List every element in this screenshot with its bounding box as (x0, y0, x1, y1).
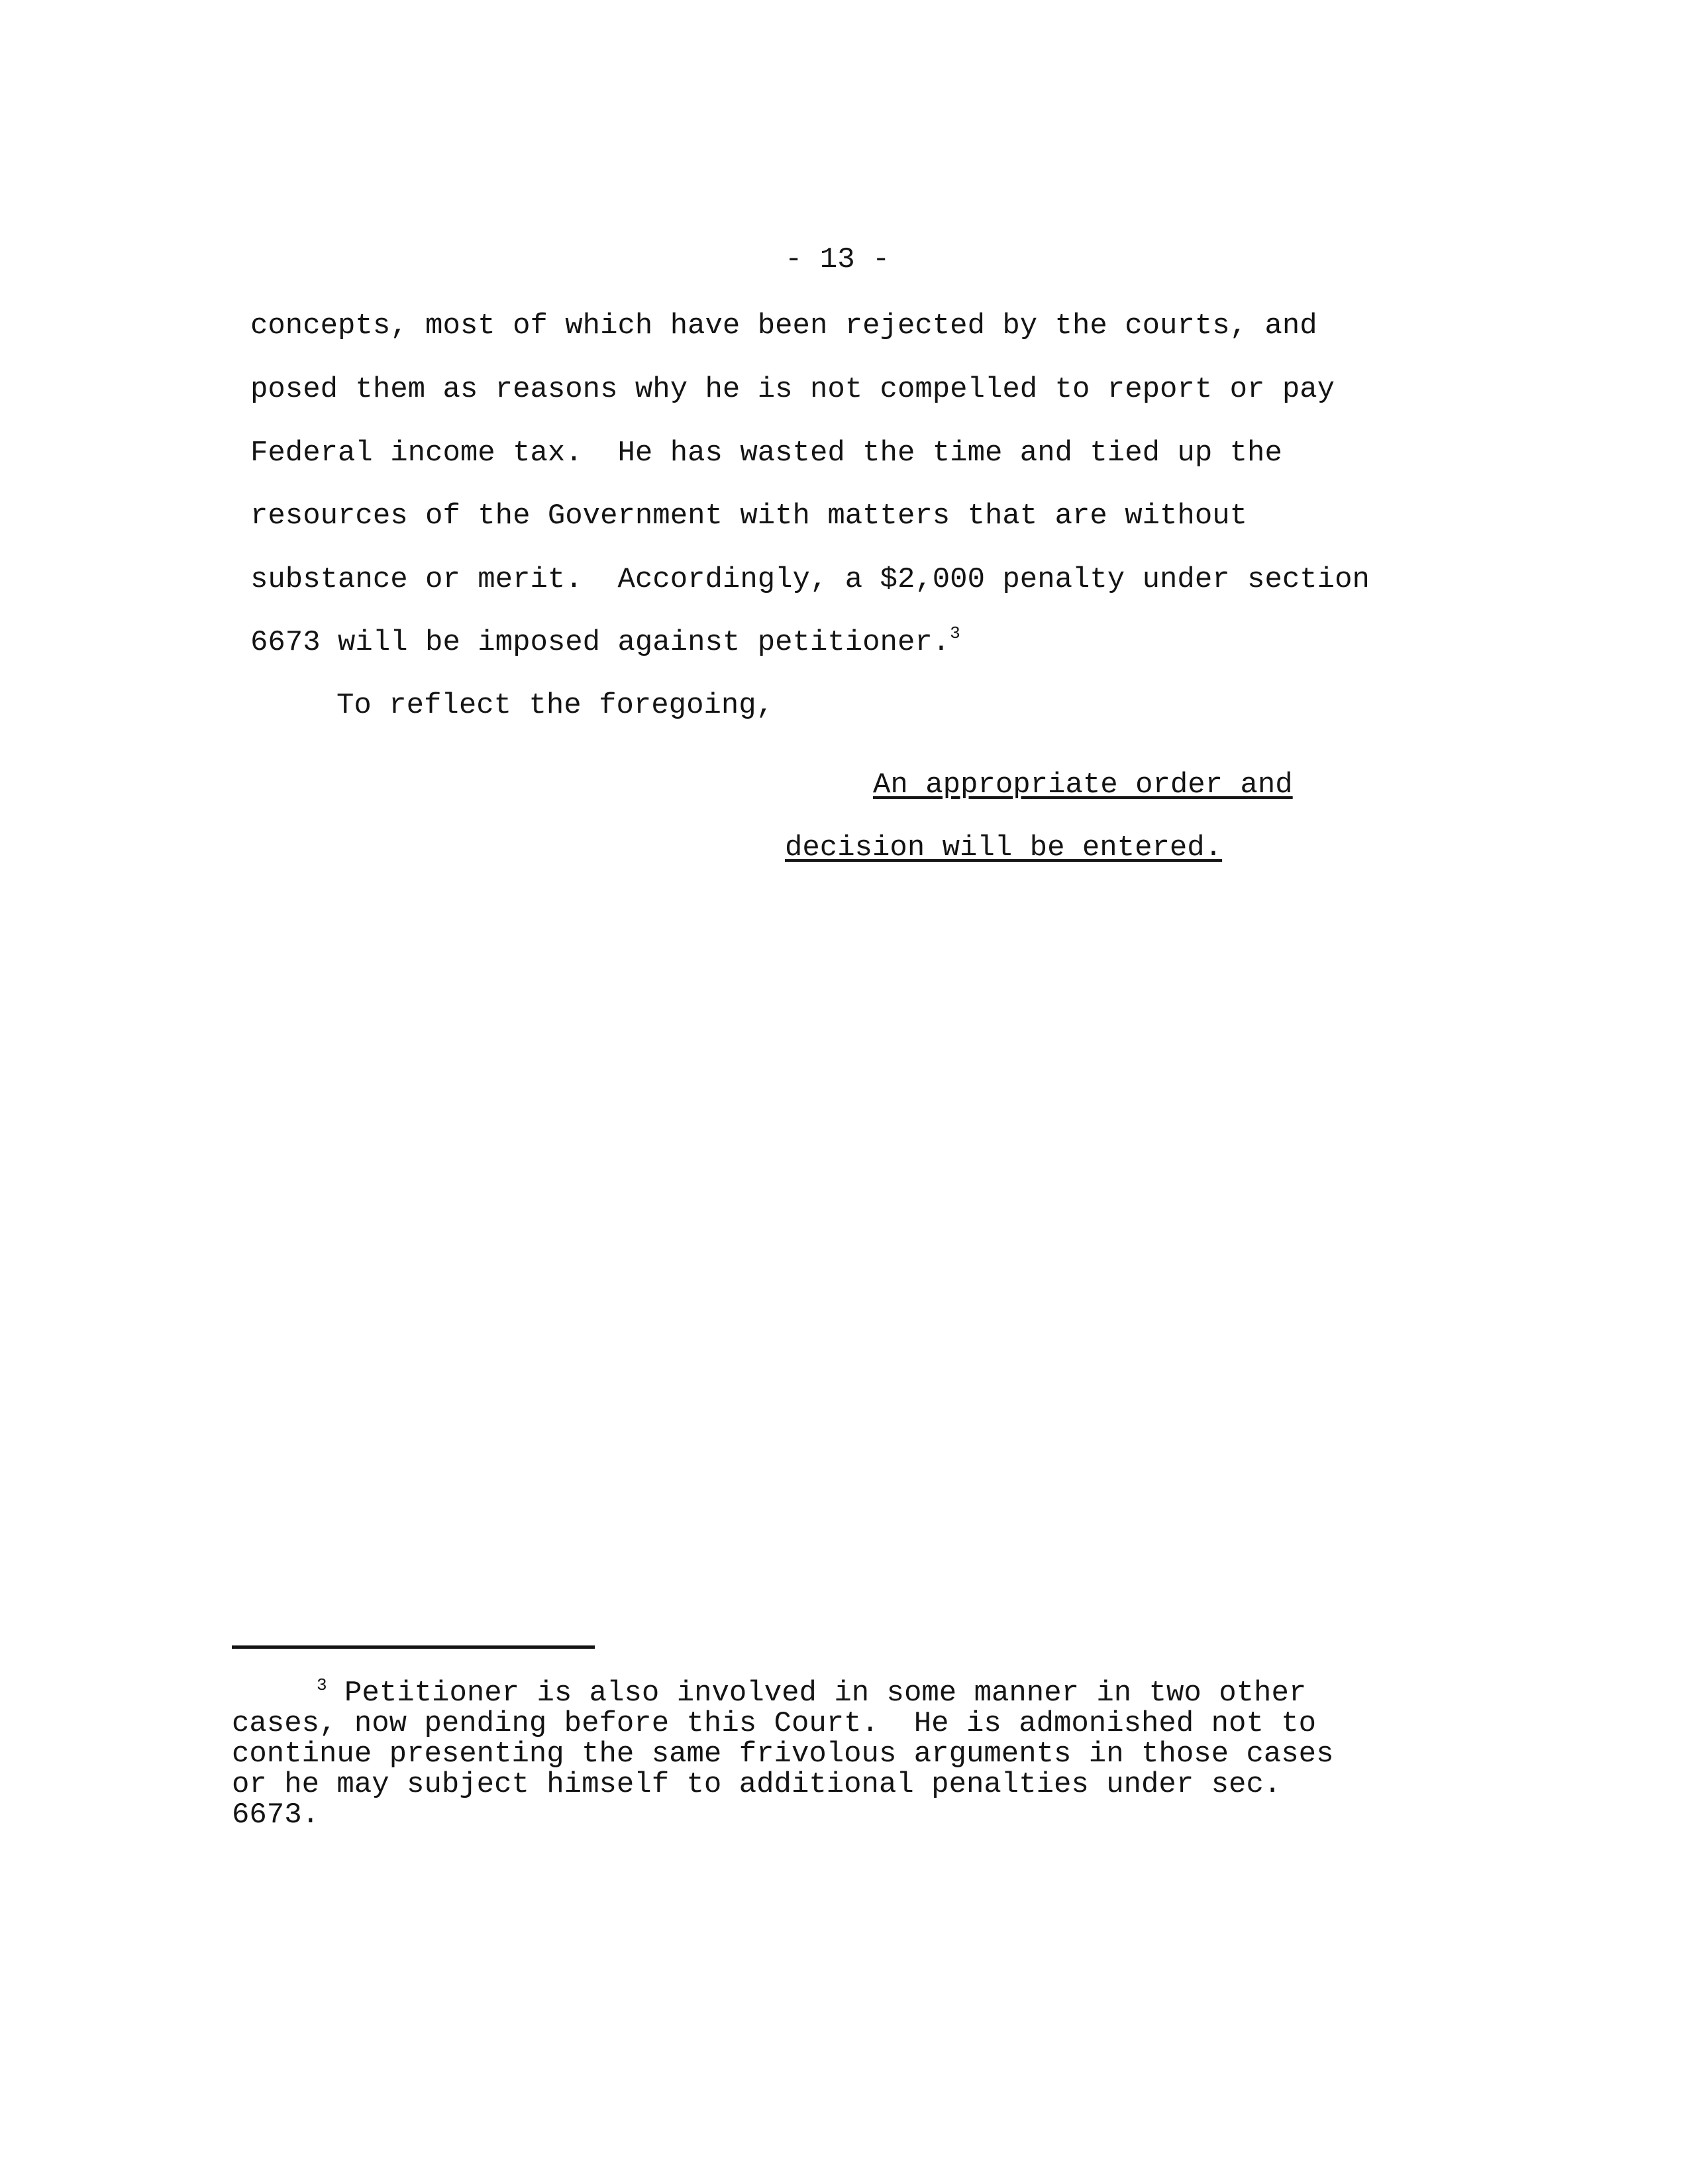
footnote-line: continue presenting the same frivolous arguments in those cases (232, 1738, 1334, 1771)
body-line: substance or merit. Accordingly, a $2,000 penalty under section (250, 563, 1370, 596)
page-number: - 13 - (785, 243, 890, 276)
body-line: posed them as reasons why he is not compelled to report or pay (250, 373, 1335, 406)
decision-line-2: decision will be entered. (785, 831, 1223, 864)
body-line: resources of the Government with matters that are without (250, 499, 1248, 533)
footnote-divider (232, 1645, 595, 1649)
footnote-text: Petitioner is also involved in some manner in two other (344, 1677, 1307, 1710)
footnote-marker: 3 (317, 1675, 327, 1695)
footnote-reference: 3 (950, 623, 960, 643)
decision-line-1: An appropriate order and (873, 768, 1293, 802)
body-line-text: 6673 will be imposed against petitioner. (250, 626, 950, 659)
body-line-with-footnote (250, 623, 960, 665)
footnote-line: 6673. (232, 1798, 320, 1832)
footnote-line: cases, now pending before this Court. He is admonished not to (232, 1707, 1317, 1740)
body-line: concepts, most of which have been rejected by the courts, and (250, 309, 1317, 342)
body-line: Federal income tax. He has wasted the time and tied up the (250, 437, 1282, 470)
closing-line: To reflect the foregoing, (336, 689, 774, 722)
footnote-line: or he may subject himself to additional penalties under sec. (232, 1768, 1282, 1801)
